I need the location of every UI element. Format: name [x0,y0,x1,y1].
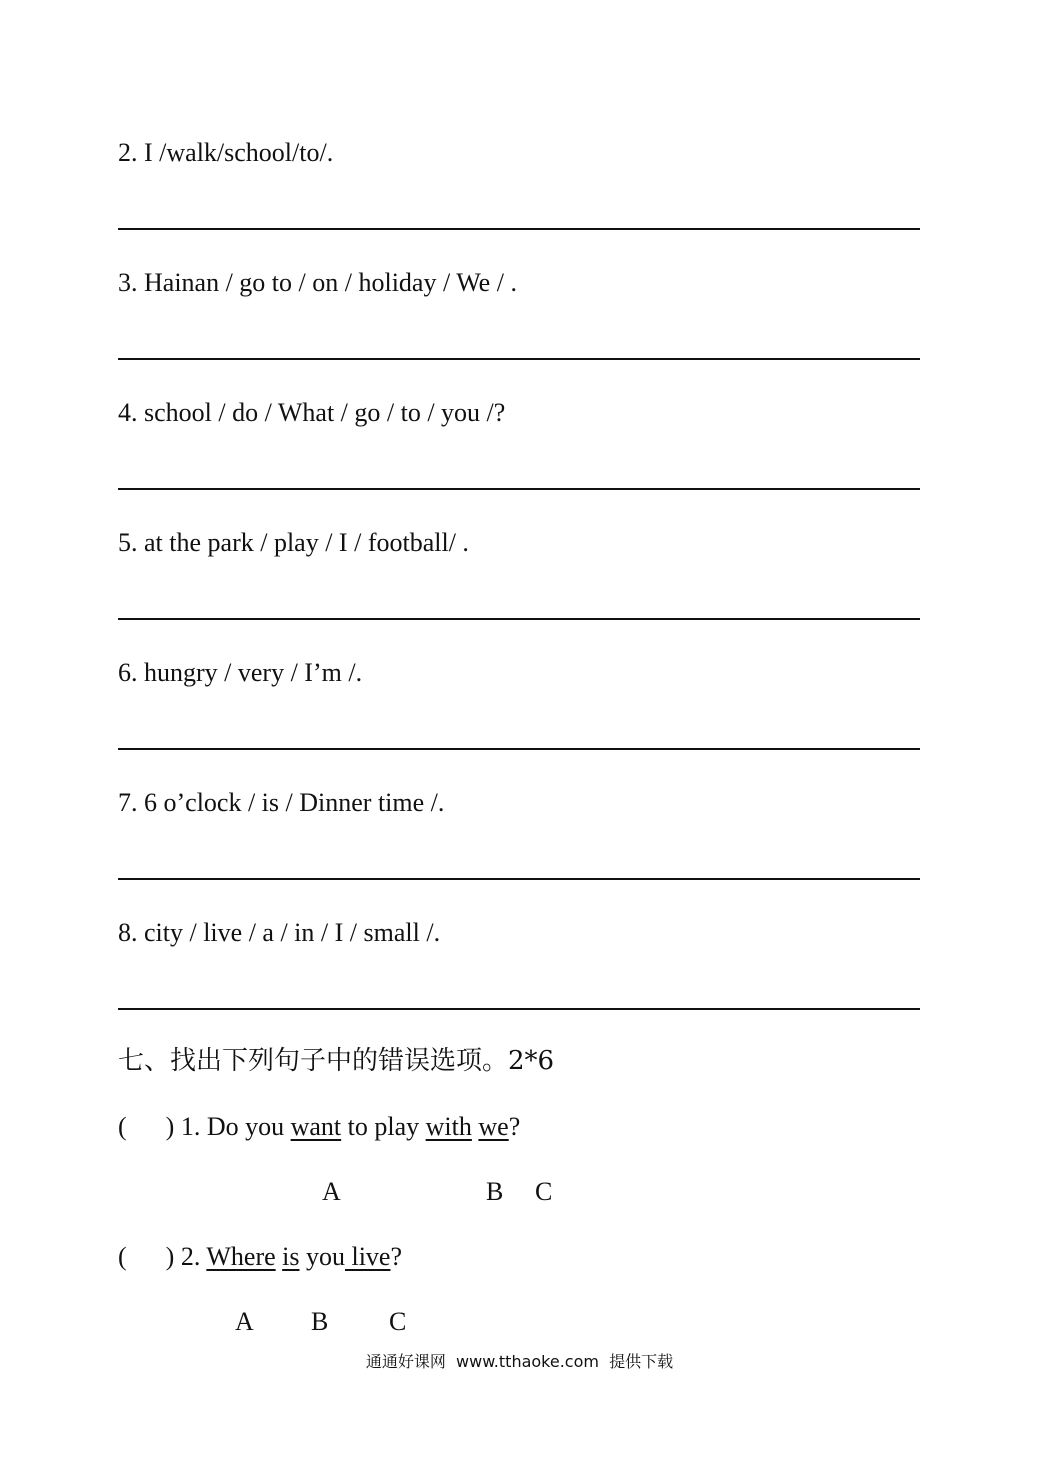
question-1: ( ) 1. Do you want to play with we? [118,1112,521,1141]
answer-line-6 [118,748,920,750]
q2-label-a: A [235,1307,254,1336]
answer-line-2 [118,228,920,230]
option-b-word: with [425,1112,472,1141]
exercise-4: 4. school / do / What / go / to / you /? [118,398,506,427]
question-2: ( ) 2. Where is you live? [118,1242,403,1271]
q2-label-b: B [311,1307,329,1336]
q2-label-c: C [389,1307,407,1336]
option-c-word: live [344,1242,391,1271]
option-a-word: want [290,1112,342,1141]
answer-line-7 [118,878,920,880]
exercise-5: 5. at the park / play / I / football/ . [118,528,469,557]
q1-label-b: B [486,1177,504,1206]
answer-line-5 [118,618,920,620]
q1-label-c: C [535,1177,553,1206]
exercise-7: 7. 6 o’clock / is / Dinner time /. [118,788,445,817]
answer-line-8 [118,1008,920,1010]
footer-watermark: 通通好课网 www.tthaoke.com 提供下载 [365,1352,674,1371]
exercise-8: 8. city / live / a / in / I / small /. [118,918,441,947]
option-c-word: we [478,1112,509,1141]
q1-label-a: A [322,1177,341,1206]
exercise-3: 3. Hainan / go to / on / holiday / We / . [118,268,517,297]
exercise-2: 2. I /walk/school/to/. [118,138,334,167]
exercise-6: 6. hungry / very / I’m /. [118,658,363,687]
answer-line-4 [118,488,920,490]
answer-paren: ( ) [118,1242,175,1271]
option-a-word: Where [206,1242,276,1271]
answer-line-3 [118,358,920,360]
section-7-title: 七、找出下列句子中的错误选项。2*6 [118,1046,555,1076]
option-b-word: is [282,1242,300,1271]
answer-paren: ( ) [118,1112,175,1141]
